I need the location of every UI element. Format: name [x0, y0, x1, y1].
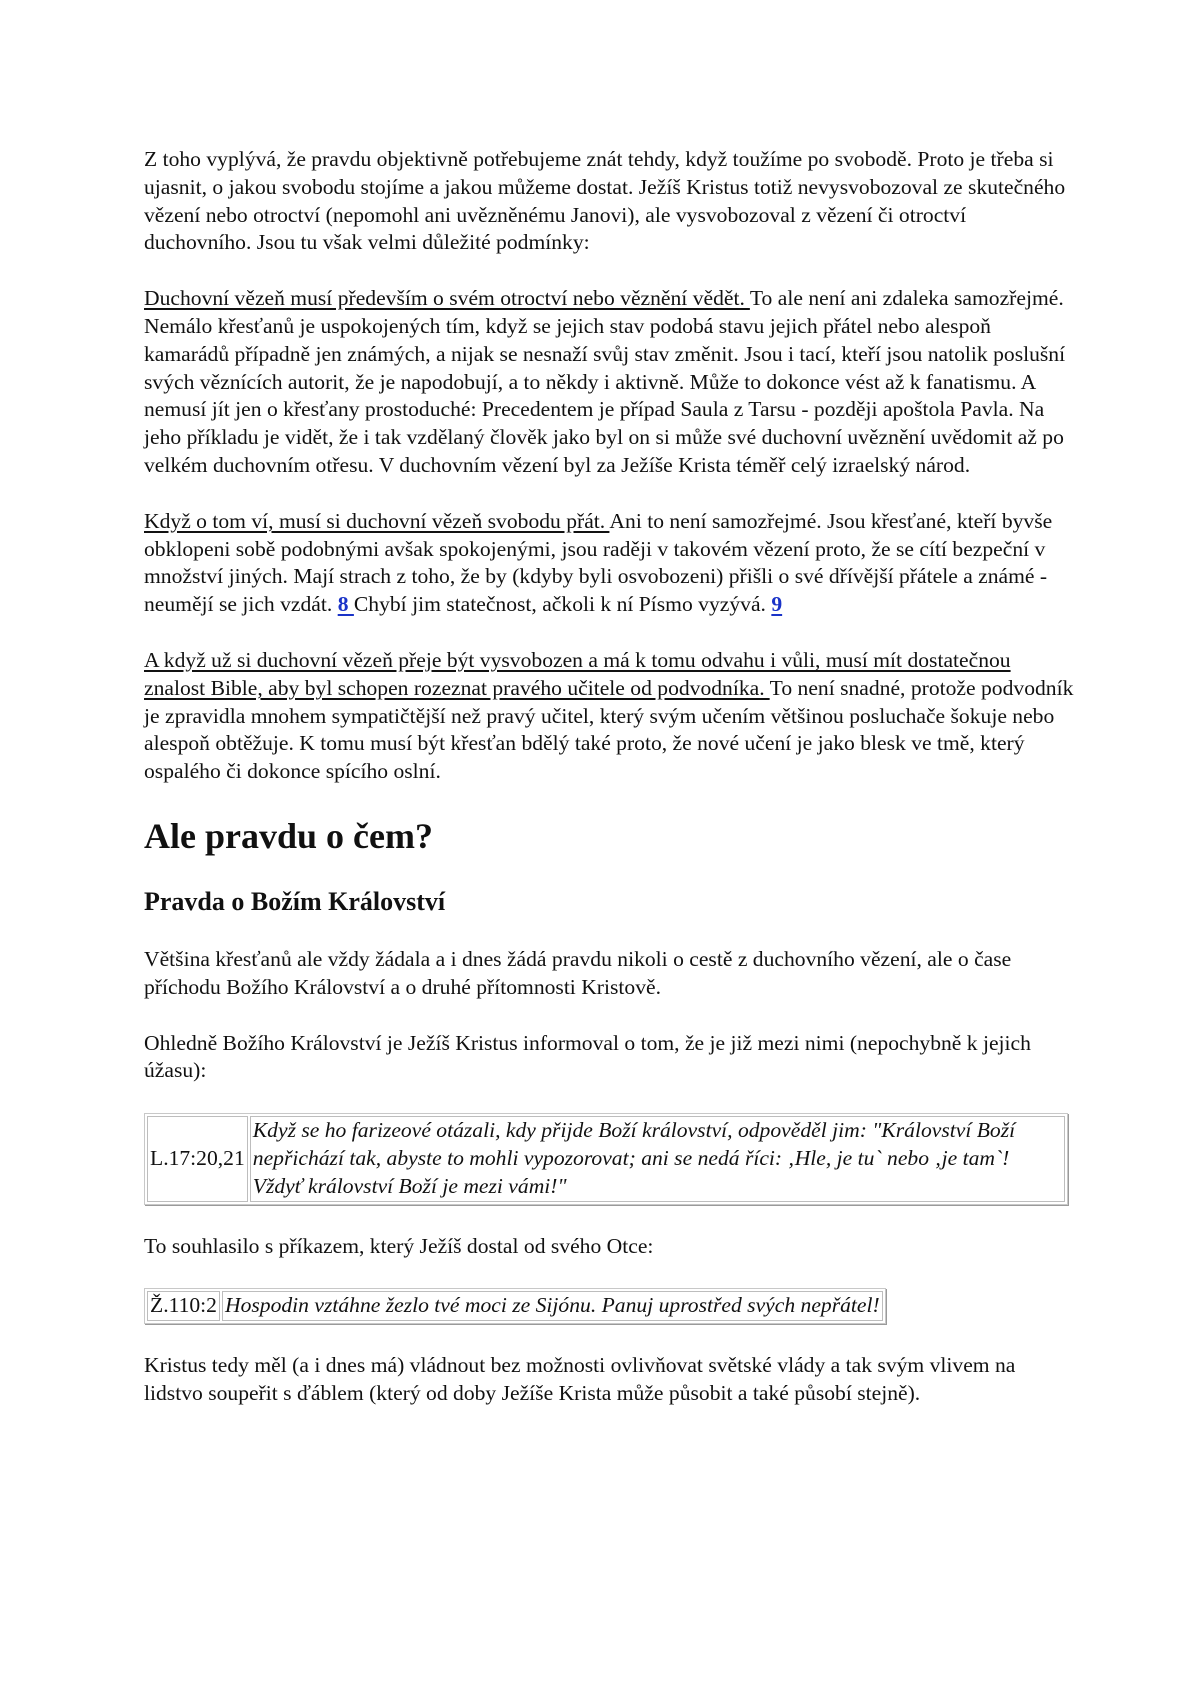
- paragraph-text: To není snadné, protože podvodník je zpravidla mnohem sympatičtější než pravý učitel, který svým učením většinou posluchače šokuje nebo alespoň obtěžuje. K tomu musí být křesťan bdělý také proto, že nové učení je jako blesk ve tmě, který ospalého či dokonce spícího oslní.: [144, 675, 1074, 784]
- paragraph-kingdom: Ohledně Božího Království je Ježíš Kristus informoval o tom, že je již mezi nimi (nepochybně k jejich úžasu):: [144, 1030, 1031, 1083]
- verse-table-luke: [144, 1113, 1068, 1204]
- verse-reference: L.17:20,21: [147, 1116, 248, 1201]
- verse-text: Když se ho farizeové otázali, kdy přijde Boží království, odpověděl jim: "Království Boží nepřichází tak, abyste to mohli vypozorovat; ani se nedá říci: ‚Hle, je tu` nebo ‚je tam`! Vždyť království Boží je mezi vámi!": [250, 1116, 1065, 1201]
- paragraph-text: Ani to není samozřejmé. Jsou křesťané, kteří byvše obklopeni sobě podobnými avšak spokojenými, jsou raději v takovém vězení proto, že se cítí bezpeční v množství jiných. Mají strach z toho, že by (kdyby byli osvobozeni) přišli o své dřívější přátele a známé - neumějí se jich vzdát.: [144, 508, 1053, 617]
- verse-reference: Ž.110:2: [147, 1291, 220, 1321]
- subsection-heading: Pravda o Božím Království: [144, 886, 446, 916]
- underlined-condition-1: Duchovní vězeň musí především o svém otroctví nebo věznění vědět.: [144, 286, 750, 311]
- underlined-condition-3: A když už si duchovní vězeň přeje být vysvobozen a má k tomu odvahu i vůli, musí mít dostatečnou znalost Bible, aby byl schopen rozeznat pravého učitele od podvodníka.: [144, 647, 1011, 700]
- document-page: [144, 146, 1074, 1408]
- section-heading: Ale pravdu o čem?: [144, 815, 433, 856]
- underlined-condition-2: Když o tom ví, musí si duchovní vězeň svobodu přát.: [144, 508, 610, 533]
- footnote-link-9[interactable]: 9: [771, 592, 783, 617]
- paragraph-text: Chybí jim statečnost, ačkoli k ní Písmo vyzývá.: [353, 592, 772, 617]
- footnote-link-8[interactable]: 8: [337, 592, 354, 617]
- verse-text: Hospodin vztáhne žezlo tvé moci ze Sijónu. Panuj uprostřed svých nepřátel!: [222, 1291, 883, 1321]
- paragraph-text: To ale není ani zdaleka samozřejmé. Nemálo křesťanů je uspokojených tím, když se jejich stav podobá stavu jejich přátel nebo alespoň kamarádů případně jen známých, a nijak se nesnaží svůj stav změnit. Jsou i tací, kteří jsou natolik poslušní svých věznících autorit, že je napodobují, a to někdy i aktivně. Může to dokonce vést až k fanatismu. A nemusí jít jen o křesťany prostoduché: Precedentem je případ Saula z Tarsu - později apoštola Pavla. Na jeho příkladu je vidět, že i tak vzdělaný člověk jako byl on si může své duchovní uvěznění uvědomit až po velkém duchovním otřesu. V duchovním vězení byl za Ježíše Krista téměř celý izraelský národ.: [144, 286, 1066, 477]
- paragraph-condition-wish: [144, 508, 1074, 619]
- paragraph-condition-know: [144, 285, 1074, 480]
- paragraph-condition-bible: [144, 647, 1074, 786]
- verse-table-psalm: [144, 1288, 886, 1324]
- paragraph-freedom: Z toho vyplývá, že pravdu objektivně potřebujeme znát tehdy, když toužíme po svobodě. Proto je třeba si ujasnit, o jakou svobodu stojíme a jakou můžeme dostat. Ježíš Kristus totiž nevysvobozoval ze skutečného vězení nebo otroctví (nepomohl ani uvězněnému Janovi), ale vysvobozoval z vězení či otroctví duchovního. Jsou tu však velmi důležité podmínky:: [144, 147, 1066, 255]
- paragraph-christ-rule: Kristus tedy měl (a i dnes má) vládnout bez možnosti ovlivňovat světské vlády a tak svým vlivem na lidstvo soupeřit s ďáblem (který od doby Ježíše Krista může působit a také působí stejně).: [144, 1353, 1016, 1405]
- paragraph-command: To souhlasilo s příkazem, který Ježíš dostal od svého Otce:: [144, 1233, 654, 1258]
- paragraph-majority: Většina křesťanů ale vždy žádala a i dnes žádá pravdu nikoli o cestě z duchovního vězení, ale o čase příchodu Božího Království a o druhé přítomnosti Kristově.: [144, 946, 1012, 999]
